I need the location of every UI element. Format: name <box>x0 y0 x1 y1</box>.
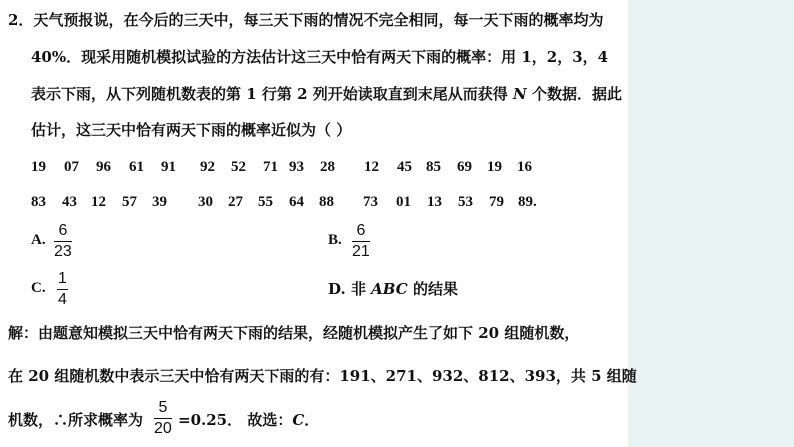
option-d-label: D. <box>328 280 346 298</box>
option-c-label: C. <box>31 280 46 296</box>
problem-line-1: 2．天气预报说，在今后的三天中，每三天下雨的情况不完全相同，每一天下雨的概率均为 <box>8 11 604 29</box>
table-cell: 92 <box>200 159 215 175</box>
table-cell: 69 <box>457 159 472 175</box>
solution-result: =0.25． 故选： <box>178 411 293 429</box>
variable-n: N <box>513 85 527 103</box>
option-b-fraction <box>352 222 370 261</box>
table-cell: 45 <box>397 159 412 175</box>
option-a-numerator: 6 <box>58 222 68 239</box>
option-d-abc: ABC <box>371 280 408 298</box>
option-c-fraction <box>57 270 68 309</box>
table-cell: 53 <box>458 194 473 210</box>
problem-line-3 <box>31 84 622 104</box>
solution-line-3-text-a: 机数，∴所求概率为 <box>8 411 144 429</box>
solution-denominator: 20 <box>154 420 172 437</box>
option-b-numerator: 6 <box>356 222 366 239</box>
table-cell: 12 <box>91 194 106 210</box>
option-d-text-b: 的结果 <box>407 280 458 298</box>
option-a-label: A. <box>31 232 46 248</box>
table-cell: 96 <box>96 159 111 175</box>
option-b-label: B. <box>328 232 342 248</box>
table-cell: 43 <box>62 194 77 210</box>
table-cell: 91 <box>161 159 176 175</box>
table-cell: 01 <box>396 194 411 210</box>
table-cell: 39 <box>152 194 167 210</box>
table-cell: 71 <box>263 159 278 175</box>
table-cell: 64 <box>289 194 304 210</box>
table-cell: 79 <box>489 194 504 210</box>
table-cell: 28 <box>320 159 335 175</box>
problem-line-3-text-b: 个数据．据此 <box>526 85 622 103</box>
table-cell: 57 <box>122 194 137 210</box>
option-c-numerator: 1 <box>58 270 67 287</box>
option-b-denominator: 21 <box>352 243 370 260</box>
table-cell: 12 <box>364 159 379 175</box>
problem-line-2: 40%．现采用随机模拟试验的方法估计这三天中恰有两天下雨的概率：用 1，2，3，4 <box>31 48 609 66</box>
table-cell: 19 <box>487 159 502 175</box>
table-cell: 07 <box>64 159 79 175</box>
table-cell: 89. <box>518 194 537 210</box>
side-strip <box>628 0 794 447</box>
table-cell: 85 <box>426 159 441 175</box>
option-a-denominator: 23 <box>54 243 72 260</box>
table-cell: 13 <box>427 194 442 210</box>
table-cell: 93 <box>289 159 304 175</box>
table-cell: 27 <box>228 194 243 210</box>
table-cell: 52 <box>231 159 246 175</box>
table-cell: 83 <box>31 194 46 210</box>
table-cell: 30 <box>198 194 213 210</box>
solution-fraction <box>154 399 172 438</box>
table-cell: 16 <box>517 159 532 175</box>
table-cell: 61 <box>129 159 144 175</box>
solution-line-1: 解：由题意知模拟三天中恰有两天下雨的结果，经随机模拟产生了如下 20 组随机数， <box>8 324 580 342</box>
problem-line-3-text-a: 表示下雨，从下列随机数表的第 1 行第 2 列开始读取直到末尾从而获得 <box>31 85 513 103</box>
table-cell: 88 <box>319 194 334 210</box>
solution-line-3-text-b <box>178 410 319 430</box>
solution-end-mark: ． <box>304 411 320 429</box>
option-d-text-a: 非 <box>350 280 372 298</box>
option-a-fraction <box>54 222 72 261</box>
option-d <box>328 279 458 299</box>
solution-numerator: 5 <box>158 399 168 416</box>
problem-line-4: 估计，这三天中恰有两天下雨的概率近似为（ ） <box>31 121 352 139</box>
solution-line-2: 在 20 组随机数中表示三天中恰有两天下雨的有：191、271、932、812、393，共 5 组随 <box>8 367 637 385</box>
table-cell: 19 <box>31 159 46 175</box>
answer-letter: C <box>292 411 305 429</box>
table-cell: 73 <box>363 194 378 210</box>
option-c-denominator: 4 <box>58 291 67 308</box>
table-cell: 55 <box>258 194 273 210</box>
